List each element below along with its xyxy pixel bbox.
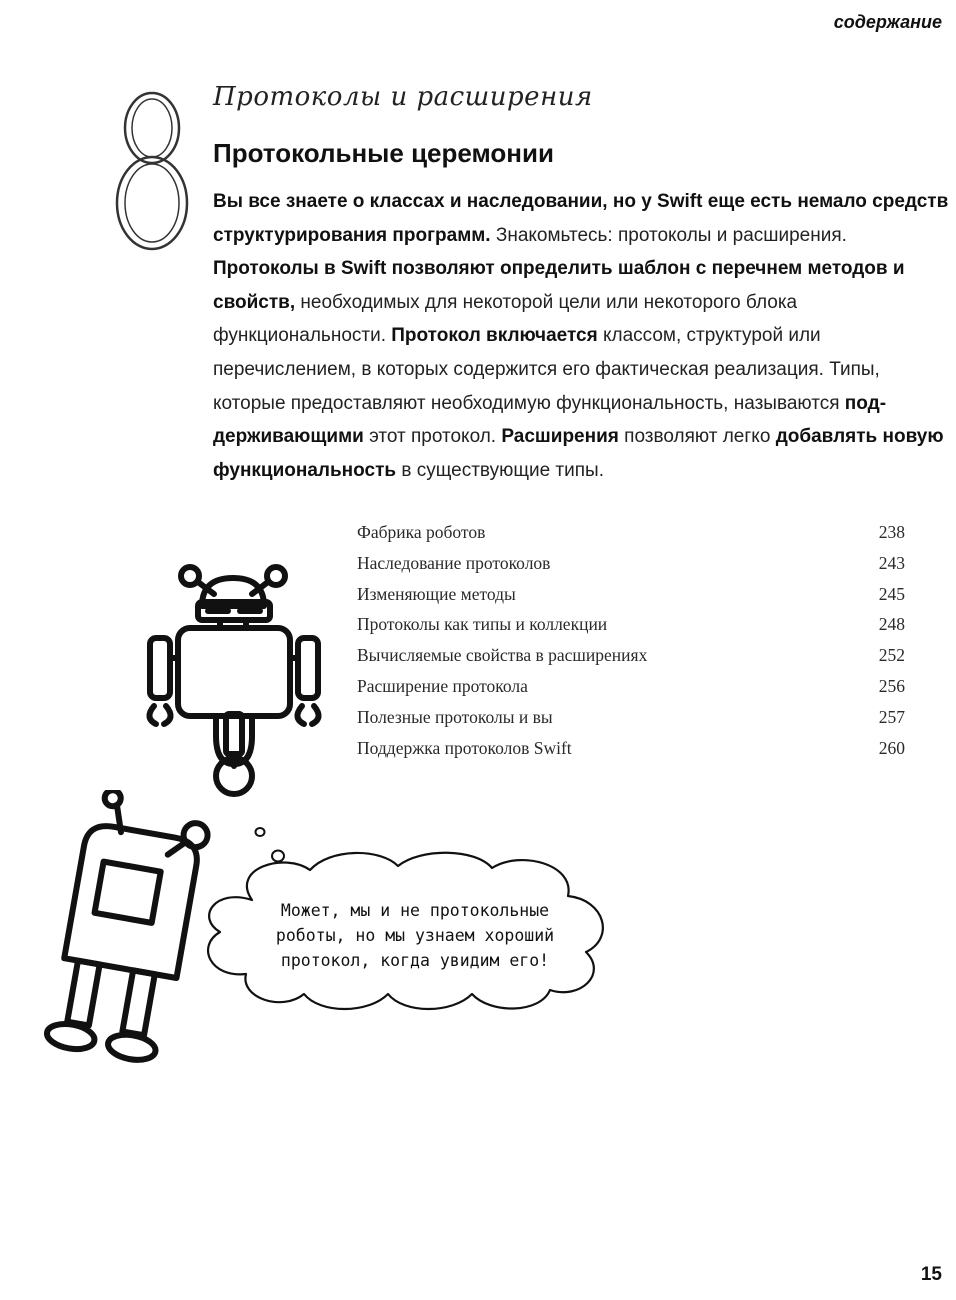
toc-entry[interactable] — [357, 733, 905, 764]
table-of-contents — [357, 517, 905, 763]
toc-entry[interactable] — [357, 548, 905, 579]
intro-segment: Протокол включается — [391, 325, 598, 347]
toc-entry-title: Расширение протокола — [357, 675, 528, 696]
toc-entry-title: Изменяющие методы — [357, 583, 516, 604]
toc-entry-page: 248 — [878, 614, 905, 635]
toc-entry-page: 245 — [878, 583, 905, 604]
toc-entry-title: Полезные протоколы и вы — [357, 706, 553, 727]
intro-segment: этот протокол. — [363, 426, 502, 448]
intro-segment: классом, структурой или перечислением, в которых содержится его фактическая реализация. Типы, которые предоставляют необходимую функциональность, называются — [213, 325, 880, 414]
toc-entry-title: Вычисляемые свойства в расширениях — [357, 645, 648, 666]
toc-entry[interactable] — [357, 702, 905, 733]
intro-segment: Знакомьтесь: протоколы и расширения. — [490, 224, 847, 246]
intro-segment: Вы все знаете о классах и наследовании, но у Swift еще есть немало средств структурирования программ. — [213, 191, 949, 246]
toc-entry[interactable] — [357, 609, 905, 640]
toc-entry-title: Фабрика роботов — [357, 522, 486, 542]
toc-entry[interactable] — [357, 579, 905, 610]
toc-entry[interactable] — [357, 671, 905, 702]
toc-entry-title: Наследование протоколов — [357, 552, 551, 573]
intro-segment: в существующие типы. — [396, 459, 604, 481]
toc-entry-page: 238 — [878, 522, 905, 542]
intro-segment: Протоколы в Swift позволяют определить шаблон с перечнем методов и свойств, — [213, 258, 905, 313]
unicycle-robot-icon — [140, 558, 340, 798]
running-head: содержание — [833, 12, 942, 32]
intro-paragraph — [213, 185, 953, 487]
page-number: 15 — [920, 1264, 942, 1285]
toc-entry[interactable] — [357, 640, 905, 671]
speech-line: протокол, когда увидим его! — [280, 951, 550, 970]
speech-text — [250, 898, 580, 973]
speech-line: Может, мы и не протокольные — [280, 901, 550, 920]
intro-segment: необходимых для некоторой цели или некоторого блока функциональности. — [213, 291, 798, 347]
intro-segment: добавлять новую функциональность — [213, 426, 944, 481]
toc-entry-page: 252 — [878, 645, 905, 666]
toc-entry-page: 257 — [878, 706, 905, 727]
toc-entry-page: 256 — [878, 675, 905, 696]
toc-entry[interactable] — [357, 517, 905, 548]
chapter-number — [112, 88, 192, 256]
toc-entry-title: Протоколы как типы и коллекции — [357, 614, 608, 635]
intro-segment: поддерживающими — [213, 392, 887, 448]
chapter-kicker: Протоколы и расширения — [213, 82, 593, 112]
intro-segment: Расширения — [501, 426, 619, 448]
toc-entry-title: Поддержка протоколов Swift — [357, 737, 572, 758]
intro-segment: позволяют легко — [618, 426, 776, 448]
chapter-title: Протокольные церемонии — [213, 138, 554, 168]
toc-entry-page: 243 — [878, 552, 905, 573]
toc-entry-page: 260 — [878, 737, 905, 758]
speech-line: роботы, но мы узнаем хороший — [275, 926, 555, 945]
